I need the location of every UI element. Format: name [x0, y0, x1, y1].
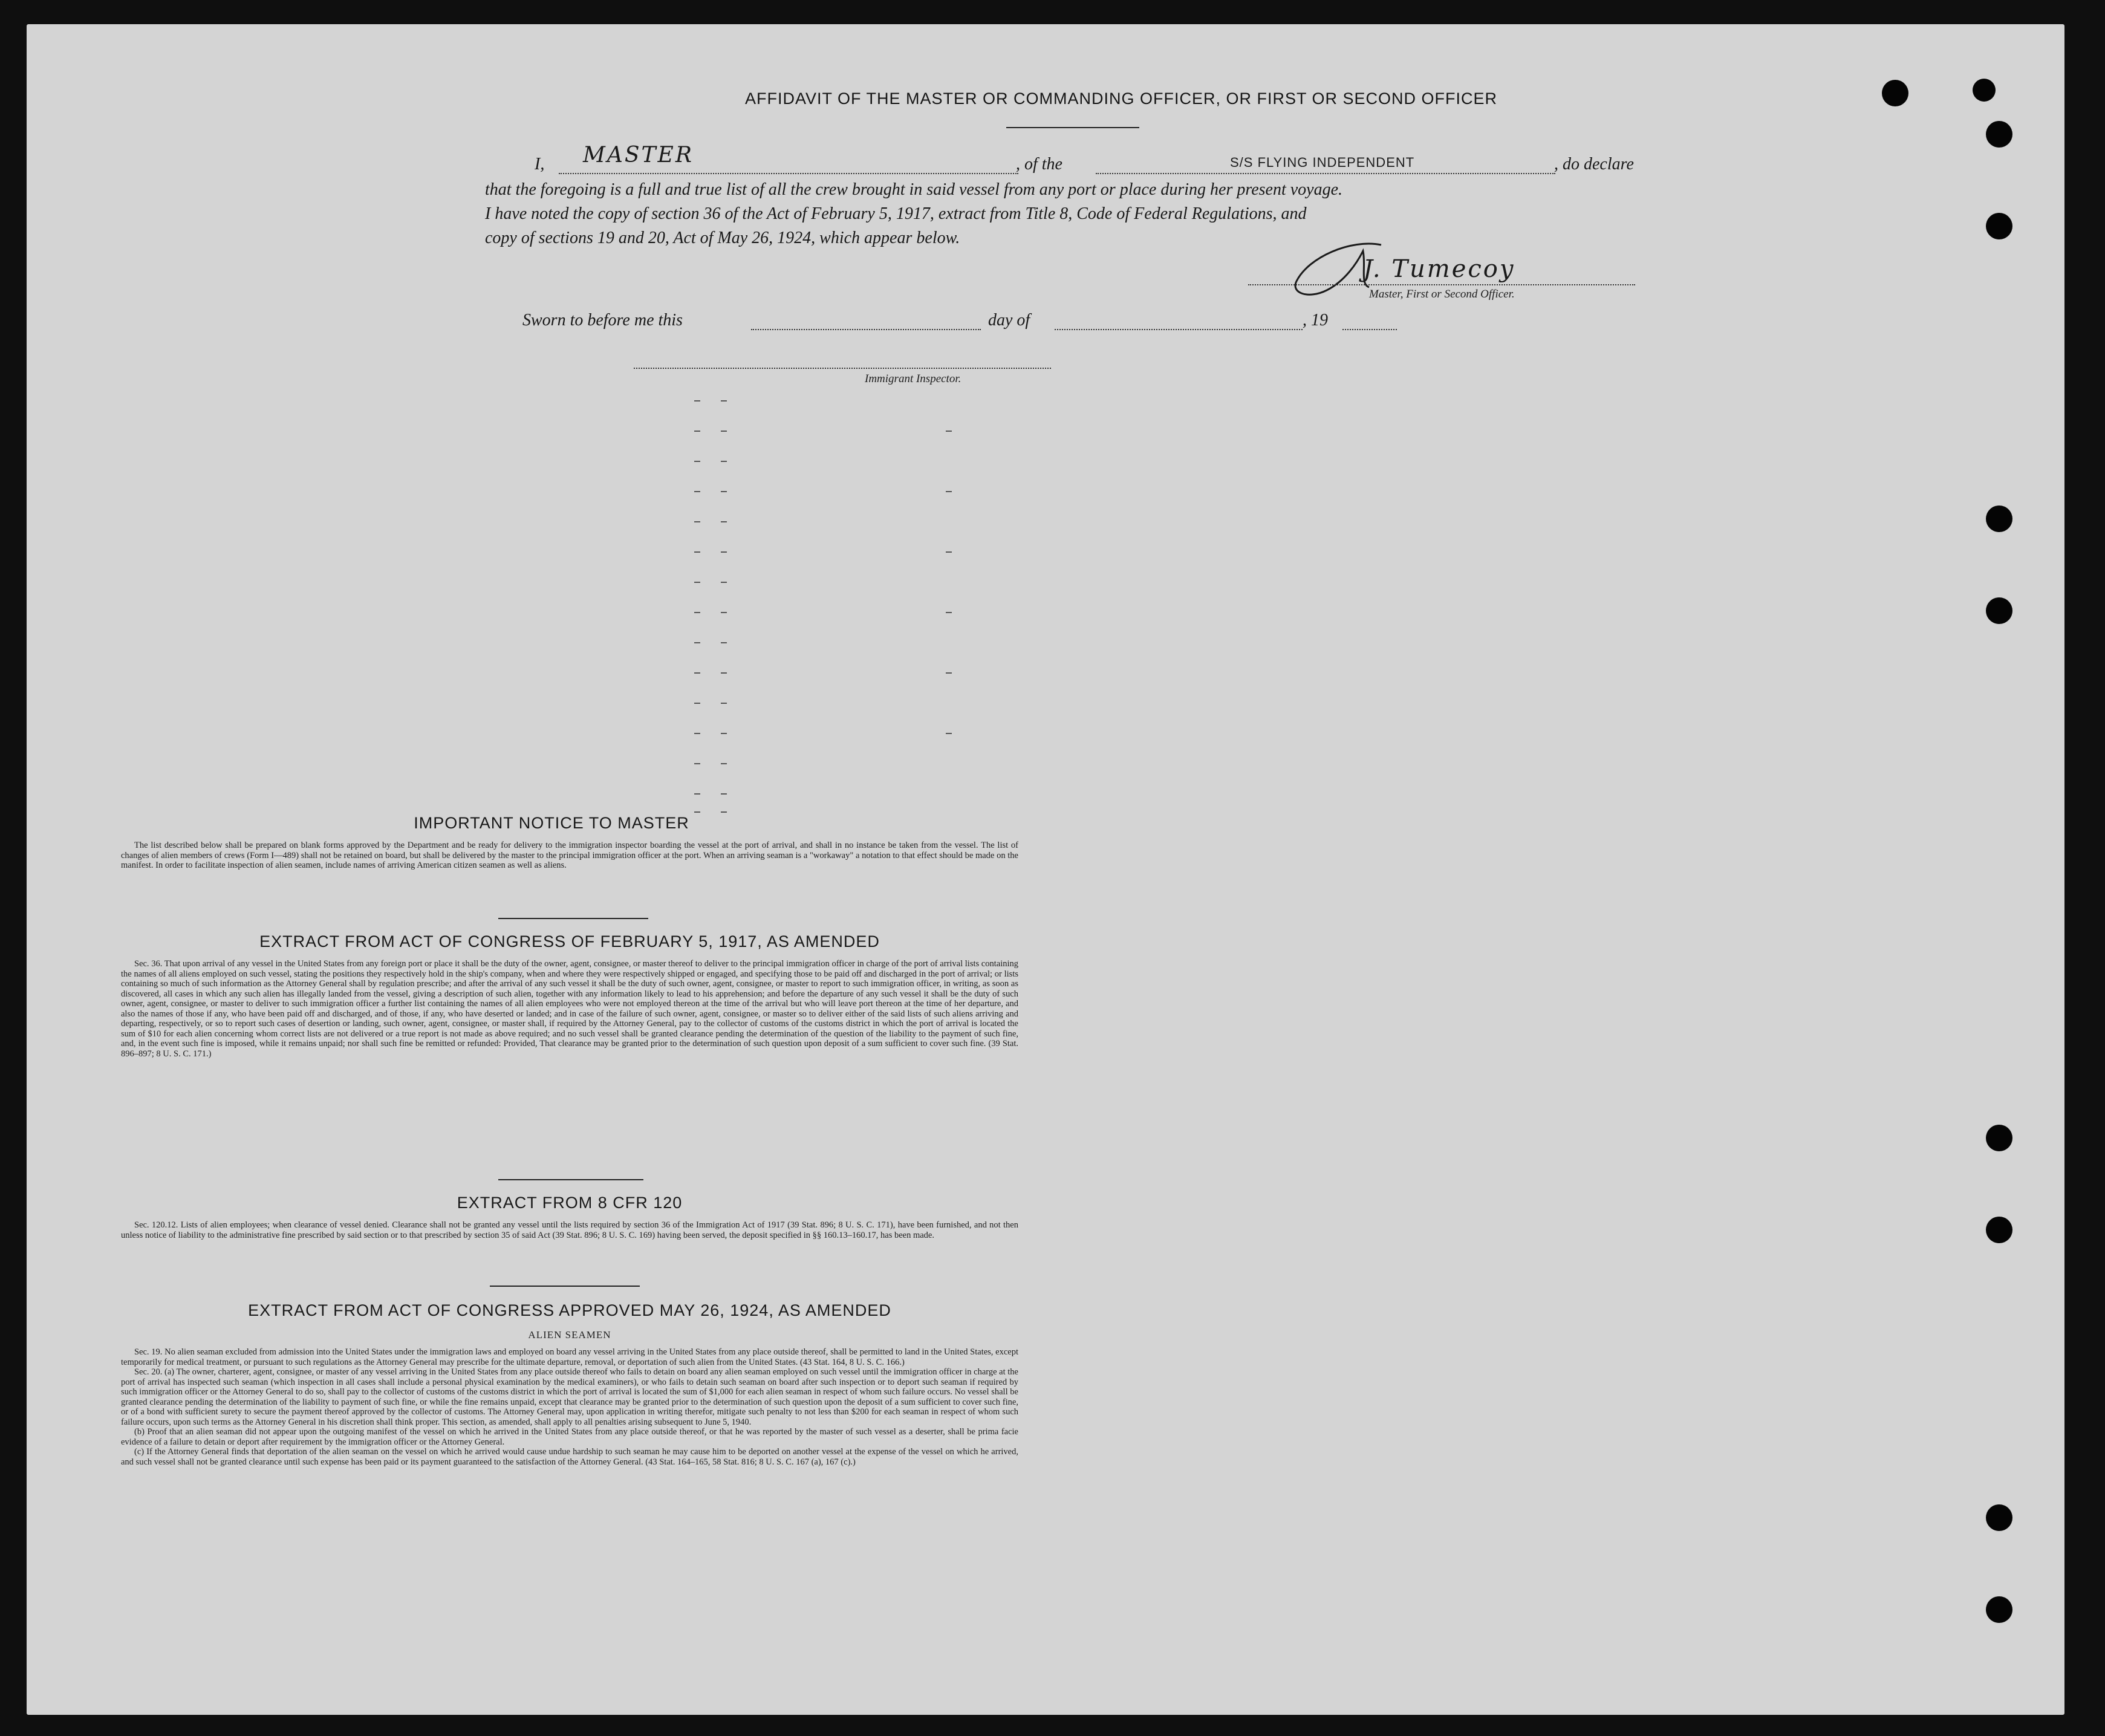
section-20c-paragraph: (c) If the Attorney General finds that deportation of the alien seaman on the vessel on which he arrived would cause undue hardship to such seaman he may cause him to be deported on another vessel at the expense of the vessel on which he arrived, and such vessel shall not be granted clearance until such expense has been paid or its payment guaranteed to the satisfaction of the Attorney General. (43 Stat. 164–165, 58 Stat. 816; 8 U. S. C. 167 (a), 167 (c).) [121, 1447, 1018, 1467]
cfr-title: EXTRACT FROM 8 CFR 120 [457, 1194, 683, 1212]
extract-1917-title: EXTRACT FROM ACT OF CONGRESS OF FEBRUARY 5, 1917, AS AMENDED [259, 932, 880, 951]
declaration-do-declare: , do declare [1554, 155, 1634, 174]
declaration-i-label: I, [535, 155, 545, 174]
sworn-month-line [1055, 329, 1303, 330]
punch-hole [1986, 1596, 2012, 1623]
punch-hole [1986, 1125, 2012, 1151]
section-divider [490, 1286, 640, 1287]
sworn-prefix: Sworn to before me this [522, 311, 683, 330]
vessel-name-typed: S/S FLYING INDEPENDENT [1230, 155, 1415, 170]
name-field-line [559, 173, 1018, 174]
section-20b-paragraph: (b) Proof that an alien seaman did not appear upon the outgoing manifest of the vessel on which he arrived in the United States from any place outside thereof, or that he was reported by the master of such vessel as a deserter, shall be prima facie evidence of a failure to detain or deport after requirement by the immigration officer or the Attorney General. [121, 1427, 1018, 1447]
declaration-line-2: that the foregoing is a full and true list of all the crew brought in said vessel from any port or place during her present voyage. [485, 180, 1343, 199]
notice-paragraph: The list described below shall be prepared on blank forms approved by the Department and be ready for delivery to the immigration inspector boarding the vessel at the port of arrival, and shall in no instance be taken from the vessel. The list of changes of alien members of crews (Form I—489) shall not be retained on board, but shall be delivered by the master to the principal immigration officer at the port. When an arriving seaman is a "workaway" a notation to that effect should be made on the manifest. In order to facilitate inspection of alien seamen, include names of arriving American citizen seamen as well as aliens. [121, 840, 1018, 870]
sworn-date-line [751, 329, 981, 330]
sworn-year-line [1342, 329, 1397, 330]
punch-hole [1973, 79, 1996, 102]
section-20a-paragraph: Sec. 20. (a) The owner, charterer, agent, consignee, or master of any vessel arriving in the United States from any place outside thereof who fails to detain on board any alien seaman employed on such vessel until the immigration officer in charge at the port of arrival has inspected such seaman (which inspection in all cases shall include a personal physical examination by the medical examiners), or who fails to detain such seaman on board after such inspection or to deport such seaman if required by such immigration officer or the Attorney General to do so, shall pay to the collector of customs of the customs district in which the port of arrival is located the sum of $1,000 for each alien seaman in respect of whom such failure occurs. No vessel shall be granted clearance pending the determination of the liability to payment of such fine, or while the fine remains unpaid, except that clearance may be granted prior to the determination of such question upon the deposit of a sum sufficient to cover such fine, or of a bond with sufficient surety to secure the payment thereof approved by the collector of customs. The Attorney General may, upon application in writing therefor, mitigate such penalty to not less than $200 for each seaman in respect of whom such failure occurs, upon such terms as the Attorney General in his discretion shall think proper. This section, as amended, shall apply to all penalties arising subsequent to June 5, 1940. [121, 1367, 1018, 1427]
punch-hole [1986, 597, 2012, 624]
punch-hole [1986, 506, 2012, 532]
punch-hole [1986, 213, 2012, 239]
section-divider [498, 1179, 643, 1180]
section-36-paragraph: Sec. 36. That upon arrival of any vessel in the United States from any foreign port or place it shall be the duty of the owner, agent, consignee, or master thereof to deliver to the principal immigration officer in charge of the port of arrival lists containing the names of all aliens employed on such vessel, stating the positions they respectively hold in the ship's company, when and where they were respectively shipped or engaged, and specifying those to be paid off and discharged in the port of arrival; or lists containing so much of such information as the Attorney General shall by regulation prescribe; and after the arrival of any such vessel it shall be the duty of such owner, agent, consignee, or master to report to such immigration officer, in writing, as soon as discovered, all cases in which any such alien has illegally landed from the vessel, giving a description of such alien, together with any information likely to lead to his apprehension; and before the departure of any such vessel it shall be the duty of such owner, agent, consignee, or master to deliver to such immigration officer a further list containing the names of all alien employees who were not employed thereon at the time of the arrival but who will leave port thereon at the time of her departure, and also the names of those if any, who have been paid off and discharged, and of those, if any, who have deserted or landed; and in case of the failure of such owner, agent, consignee, or master so to deliver either of the said lists of such aliens arriving and departing, respectively, or so to report such cases of desertion or landing, such owner, agent, consignee, or master shall, if required by the Attorney General, pay to the collector of customs of the customs district in which the port of arrival is located the sum of $10 for each alien concerning whom correct lists are not delivered or a true report is not made as above required; and no such vessel shall be granted clearance pending the determination of the question of the liability to the payment of such fine, and, in the event such fine is imposed, while it remains unpaid; nor shall such fine be remitted or refunded: Provided, That clearance may be granted prior to the determination of such question upon deposit of a sum sufficient to cover such fine. (39 Stat. 896–897; 8 U. S. C. 171.) [121, 959, 1018, 1059]
inspector-signature-line [634, 368, 1051, 369]
declaration-of-the: , of the [1016, 155, 1062, 174]
section-19-paragraph: Sec. 19. No alien seaman excluded from admission into the United States under the immigration laws and employed on board any vessel arriving in the United States from any place outside thereof, shall be permitted to land in the United States, except temporarily for medical treatment, or pursuant to such regulations as the Attorney General may prescribe for the ultimate departure, removal, or deportation of such alien from the United States. (43 Stat. 164, 8 U. S. C. 166.) [121, 1347, 1018, 1367]
punch-hole [1986, 121, 2012, 148]
signature-line [1248, 284, 1635, 285]
affidavit-heading: AFFIDAVIT OF THE MASTER OR COMMANDING OFFICER, OR FIRST OR SECOND OFFICER [744, 89, 1498, 108]
section-120-12-paragraph: Sec. 120.12. Lists of alien employees; when clearance of vessel denied. Clearance shall not be granted any vessel until the lists required by section 36 of the Immigration Act of 1917 (39 Stat. 896; 8 U. S. C. 171), have been furnished, and not then unless notice of liability to the administrative fine prescribed by said section or to that prescribed by section 35 of said Act (39 Stat. 896; 8 U. S. C. 169) having been served, the deposit specified in §§ 160.13–160.17, has been made. [121, 1220, 1018, 1240]
punch-hole [1986, 1217, 2012, 1243]
sworn-day-of: day of [988, 311, 1030, 330]
vessel-field-line [1096, 173, 1555, 174]
form-page [27, 24, 2064, 1715]
master-name-handwritten: MASTER [583, 143, 694, 167]
notice-title: IMPORTANT NOTICE TO MASTER [414, 814, 689, 832]
extract-1924-text [121, 1347, 1018, 1467]
alien-seamen-subtitle: ALIEN SEAMEN [528, 1329, 611, 1341]
signature-caption: Master, First or Second Officer. [1369, 288, 1515, 301]
notice-text [121, 840, 1018, 871]
cfr-text [121, 1220, 1018, 1240]
declaration-line-4: copy of sections 19 and 20, Act of May 26, 1924, which appear below. [485, 229, 960, 247]
punch-hole [1882, 80, 1908, 106]
section-divider [498, 918, 648, 919]
punch-hole [1986, 1504, 2012, 1531]
declaration-line-3: I have noted the copy of section 36 of the Act of February 5, 1917, extract from Title 8, Code of Federal Regulations, and [485, 204, 1307, 223]
sworn-year: , 19 [1303, 311, 1328, 330]
heading-rule [1006, 127, 1139, 128]
extract-1924-title: EXTRACT FROM ACT OF CONGRESS APPROVED MAY 26, 1924, AS AMENDED [248, 1301, 891, 1319]
inspector-caption: Immigrant Inspector. [865, 372, 961, 385]
signature-handwritten: J. Tumecoy [1363, 255, 1515, 283]
extract-1917-text [121, 959, 1018, 1059]
